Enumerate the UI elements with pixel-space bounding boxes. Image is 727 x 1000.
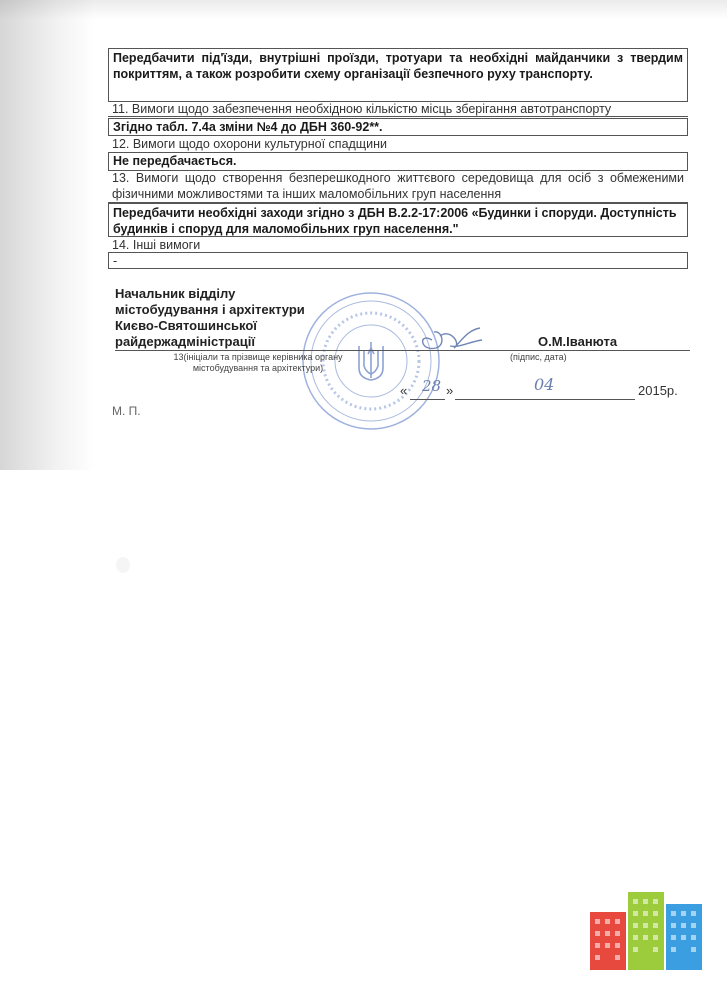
date-day-line <box>410 399 445 400</box>
date-day: 28 <box>422 377 442 395</box>
date-year: 2015р. <box>638 383 678 398</box>
scan-shadow <box>0 0 95 470</box>
signatory-name: О.М.Іванюта <box>538 334 618 349</box>
item-13-label: 13. Вимоги щодо створення безперешкодного життєвого середовища для осіб з обмеженими фізичними можливостями та інших маломобільних груп населення <box>108 170 688 203</box>
seal-placeholder: М. П. <box>112 404 141 418</box>
item-12-value: Не передбачається. <box>108 152 688 171</box>
item-11-label: 11. Вимоги щодо забезпечення необхідною кількістю місць зберігання автотранспорту <box>108 101 688 117</box>
signatory-title-line: Києво-Святошинської <box>115 318 257 333</box>
date-month-line <box>455 399 635 400</box>
access-requirements-value: Передбачити під'їзди, внутрішні проїзди, тротуари та необхідні майданчики з твердим покриттям, а також розробити схему організації безпечного руху транспорту. <box>108 48 688 102</box>
scan-shadow-top <box>0 0 727 20</box>
signature-caption: (підпис, дата) <box>510 352 567 362</box>
item-14-label: 14. Інші вимоги <box>108 237 688 253</box>
handwritten-signature <box>410 318 490 358</box>
item-14-value: - <box>108 252 688 269</box>
name-caption-line: 13(ініціали та прізвище керівника органу <box>173 352 343 362</box>
date-month: 04 <box>534 375 555 394</box>
signatory-title-line: райдержадміністрації <box>115 334 255 349</box>
item-11-value: Згідно табл. 7.4а зміни №4 до ДБН 360-92**. <box>108 118 688 136</box>
signature-line <box>115 350 690 351</box>
signatory-title-line: містобудування і архітектури <box>115 302 305 317</box>
date-close-quote: » <box>446 383 454 398</box>
item-13-value: Передбачити необхідні заходи згідно з ДБН В.2.2-17:2006 «Будинки і споруди. Доступність будинків і споруд для маломобільних груп населення." <box>108 203 688 237</box>
scan-smudge <box>116 557 130 573</box>
item-12-label: 12. Вимоги щодо охорони культурної спадщини <box>108 136 688 153</box>
signatory-title <box>115 286 305 350</box>
date-open-quote: « <box>400 383 408 398</box>
buildings-logo <box>590 892 705 970</box>
signatory-title-line: Начальник відділу <box>115 286 236 301</box>
date-field <box>400 375 690 401</box>
name-caption-line: містобудування та архітектури) <box>192 363 324 373</box>
name-caption <box>158 352 358 374</box>
